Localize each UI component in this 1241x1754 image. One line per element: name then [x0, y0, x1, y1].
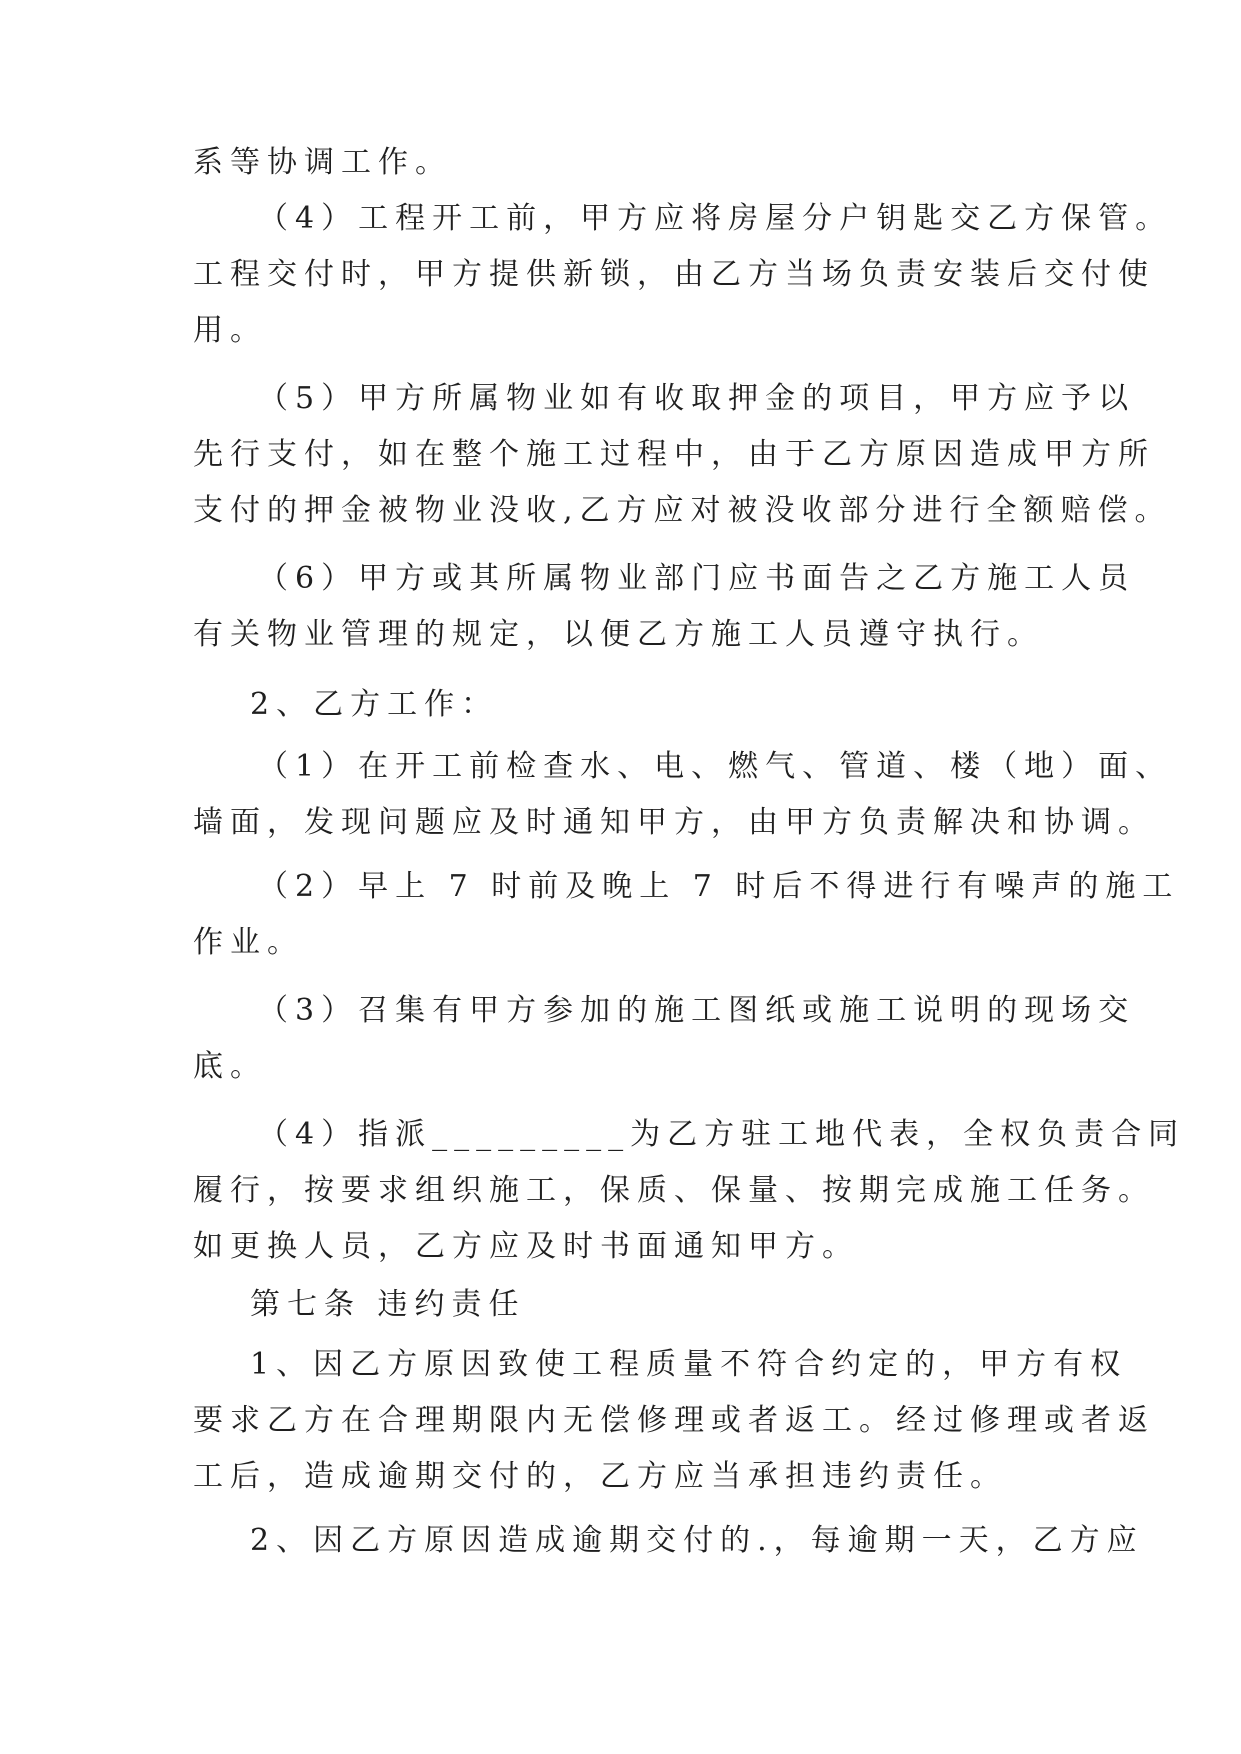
text-line: 工程交付时，甲方提供新锁，由乙方当场负责安装后交付使	[193, 257, 1155, 292]
text-line: 墙面，发现问题应及时通知甲方，由甲方负责解决和协调。	[193, 805, 1155, 840]
text-line: （1）在开工前检查水、电、燃气、管道、楼（地）面、	[258, 749, 1173, 784]
text-line: （4）工程开工前，甲方应将房屋分户钥匙交乙方保管。	[258, 201, 1173, 236]
text-line: 工后，造成逾期交付的，乙方应当承担违约责任。	[193, 1459, 1007, 1494]
text-line: 履行，按要求组织施工，保质、保量、按期完成施工任务。	[193, 1173, 1155, 1208]
text-line: 2、因乙方原因造成逾期交付的.，每逾期一天，乙方应	[250, 1523, 1144, 1558]
text-line: 有关物业管理的规定，以便乙方施工人员遵守执行。	[193, 617, 1044, 652]
article-heading: 第七条 违约责任	[250, 1287, 526, 1322]
text-line: 用。	[193, 313, 267, 348]
text-line: 作业。	[193, 925, 304, 960]
text-line: 系等协调工作。	[193, 145, 452, 180]
text-line: （4）指派_________为乙方驻工地代表，全权负责合同	[258, 1117, 1186, 1152]
text-line: 先行支付，如在整个施工过程中，由于乙方原因造成甲方所	[193, 437, 1155, 472]
text-line: （3）召集有甲方参加的施工图纸或施工说明的现场交	[258, 993, 1136, 1028]
text-line: 支付的押金被物业没收,乙方应对被没收部分进行全额赔偿。	[193, 493, 1172, 528]
text-line: 1、因乙方原因致使工程质量不符合约定的，甲方有权	[250, 1347, 1128, 1382]
text-line: 如更换人员，乙方应及时书面通知甲方。	[193, 1229, 859, 1264]
text-line: （2）早上 7 时前及晚上 7 时后不得进行有噪声的施工	[258, 869, 1180, 904]
text-line: （6）甲方或其所属物业部门应书面告之乙方施工人员	[258, 561, 1136, 596]
section-heading: 2、乙方工作：	[250, 687, 499, 722]
text-line: （5）甲方所属物业如有收取押金的项目，甲方应予以	[258, 381, 1136, 416]
text-line: 要求乙方在合理期限内无偿修理或者返工。经过修理或者返	[193, 1403, 1155, 1438]
text-line: 底。	[193, 1049, 267, 1084]
